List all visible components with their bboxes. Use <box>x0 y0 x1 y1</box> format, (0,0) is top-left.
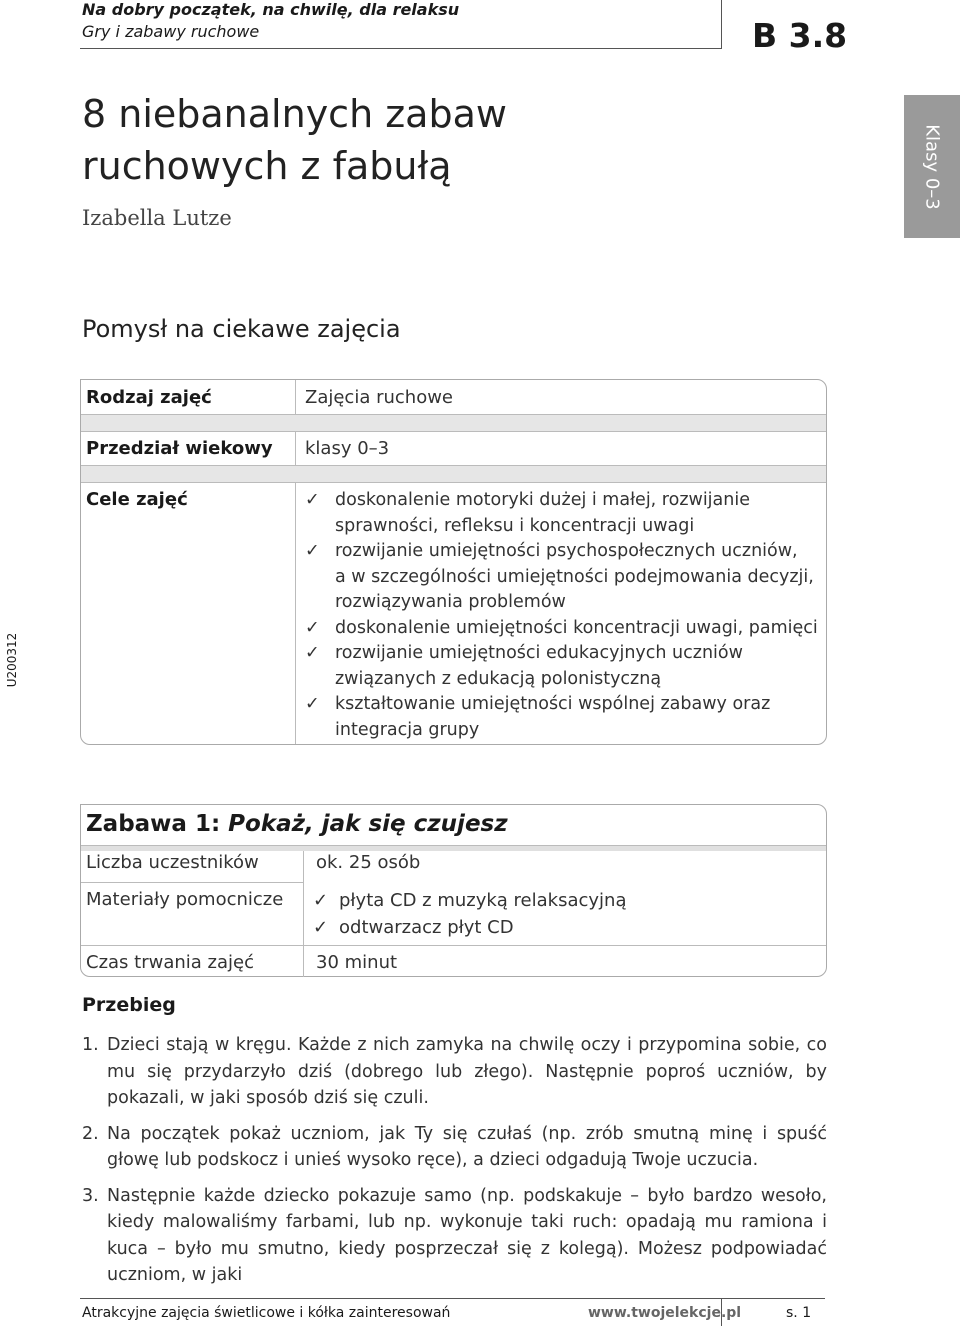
goal-item: ✓ kształtowanie umiejętności wspólnej zabawy oraz integracja grupy <box>305 694 771 740</box>
section-title: Pomysł na ciekawe zajęcia <box>82 315 401 343</box>
series-title: Na dobry początek, na chwilę, dla relaksu <box>82 0 460 19</box>
duration-label: Czas trwania zajęć <box>86 952 254 973</box>
info-row-divider <box>81 465 826 483</box>
procedure-step: 3. Następnie każde dziecko pokazuje samo (np. podskakuje – było bardzo wesoło, kiedy malowaliśmy farbami, lub np. wykonuje taki ruch: opadają mu ramiona i kuca – było mu smutno, kiedy posprzeczał się z kolegą). Możesz podpowiadać uczniom, w jaki <box>82 1185 827 1285</box>
info-label-goals: Cele zajęć <box>86 489 188 510</box>
procedure-steps <box>82 1032 827 1298</box>
game-name: Pokaż, jak się czujesz <box>228 811 508 837</box>
participants-value: ok. 25 osób <box>316 852 421 873</box>
game-title-divider <box>81 845 826 851</box>
page-title-line-1: 8 niebanalnych zabaw <box>82 92 507 136</box>
material-item: ✓ odtwarzacz płyt CD <box>313 914 626 941</box>
procedure-step: 2. Na początek pokaż uczniom, jak Ty się czułaś (np. zrób smutną minę i spuść głowę lub podskocz i unieś wysoko ręce), a dzieci odgadują Twoje uczucia. <box>82 1123 827 1170</box>
info-row-divider <box>81 414 826 432</box>
info-label-type: Rodzaj zajęć <box>86 387 212 408</box>
check-icon: ✓ <box>305 643 320 663</box>
header-divider <box>721 0 722 49</box>
game-row-divider <box>81 945 303 946</box>
page-title <box>82 88 507 192</box>
header-rule <box>80 48 722 49</box>
page-title-line-2: ruchowych z fabułą <box>82 144 452 188</box>
info-value-age: klasy 0–3 <box>305 438 393 459</box>
footer-rule <box>80 1298 825 1299</box>
procedure-step: 1. Dzieci stają w kręgu. Każde z nich zamyka na chwilę oczy i przypomina sobie, co mu się przydarzyło dziś (dobrego lub złego). Następnie poproś uczniów, by pokazali, w jaki sposób dziś się czuli. <box>82 1035 827 1108</box>
goals-list <box>305 488 818 743</box>
game-row-divider <box>303 945 826 946</box>
game-title: Zabawa 1: Pokaż, jak się czujesz <box>86 811 508 837</box>
materials-list <box>313 887 626 941</box>
info-table <box>80 379 827 745</box>
goal-item: ✓ doskonalenie umiejętności koncentracji uwagi, pamięci <box>305 616 818 642</box>
game-info-table <box>80 804 827 977</box>
info-label-age: Przedział wiekowy <box>86 438 273 459</box>
check-icon: ✓ <box>305 617 320 638</box>
series-subtitle: Gry i zabawy ruchowe <box>82 22 260 41</box>
materials-label: Materiały pomocnicze <box>86 889 284 910</box>
goal-item: ✓ rozwijanie umiejętności psychospołecznych uczniów, a w szczególności umiejętności podejmowania decyzji, rozwiązywania problemów <box>305 541 814 612</box>
game-row-divider <box>81 882 303 883</box>
check-icon: ✓ <box>313 890 329 911</box>
participants-label: Liczba uczestników <box>86 852 259 873</box>
check-icon: ✓ <box>313 917 329 938</box>
document-id: U200312 <box>5 632 19 688</box>
document-code: B 3.8 <box>752 16 848 55</box>
info-table-column-divider <box>295 380 296 744</box>
page-number: s. 1 <box>786 1305 812 1321</box>
duration-value: 30 minut <box>316 952 398 973</box>
material-item: ✓ płyta CD z muzyką relaksacyjną <box>313 887 626 914</box>
goal-item: ✓ doskonalenie motoryki dużej i małej, rozwijanie sprawności, refleksu i koncentracji uwagi <box>305 490 750 536</box>
game-column-divider <box>303 851 304 977</box>
footer-url[interactable]: www.twojelekcje.pl <box>588 1305 742 1321</box>
footer-publication: Atrakcyjne zajęcia świetlicowe i kółka zainteresowań <box>82 1305 451 1321</box>
check-icon: ✓ <box>305 490 320 510</box>
info-value-type: Zajęcia ruchowe <box>305 387 454 408</box>
check-icon: ✓ <box>305 694 320 714</box>
author: Izabella Lutze <box>82 206 232 230</box>
procedure-heading: Przebieg <box>82 994 176 1016</box>
grade-tab <box>904 95 960 238</box>
goal-item: ✓ rozwijanie umiejętności edukacyjnych uczniów związanych z edukacją polonistyczną <box>305 643 743 689</box>
check-icon: ✓ <box>305 541 320 561</box>
grade-tab-label: Klasy 0–3 <box>921 123 943 210</box>
